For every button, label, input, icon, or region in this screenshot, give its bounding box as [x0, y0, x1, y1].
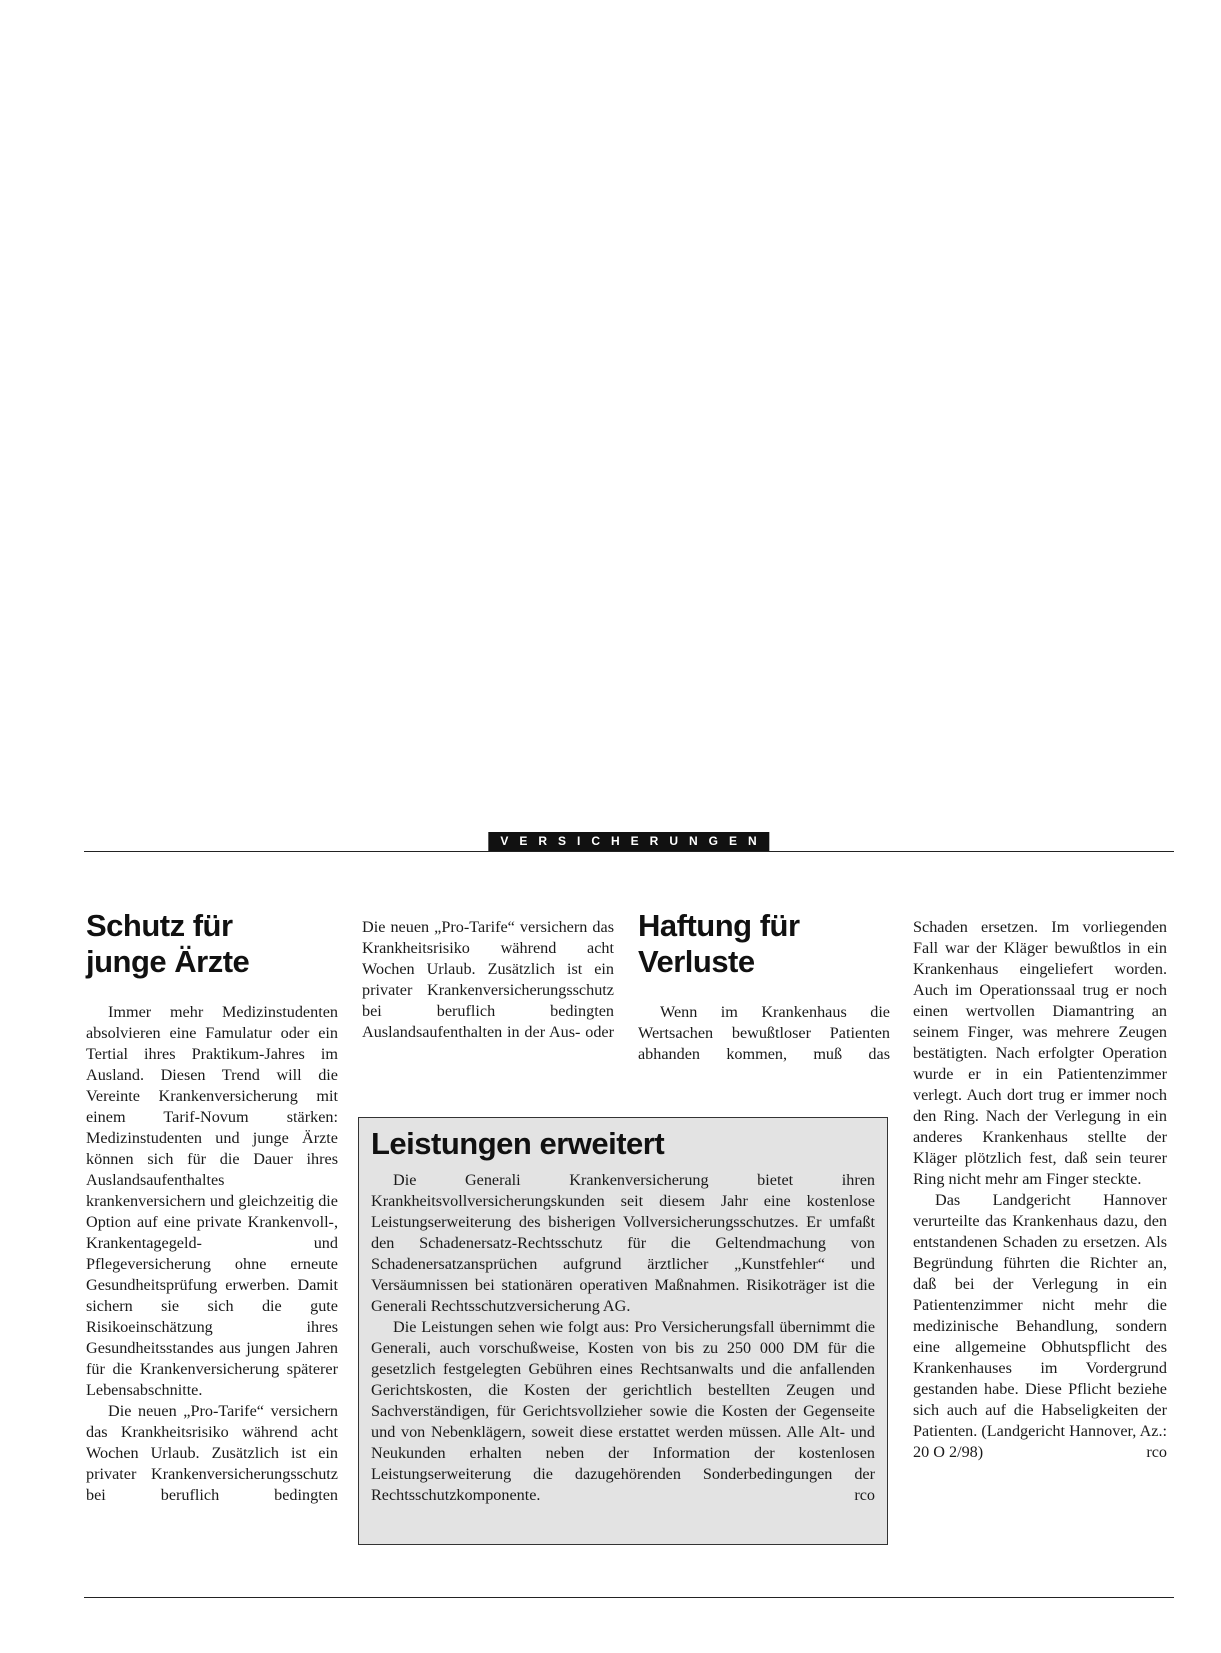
article-haftung-headline-line2: Verluste: [638, 944, 755, 979]
article-leistungen-box: [358, 1117, 888, 1545]
article-schutz-paragraph-2: Die neuen „Pro-Tarife“ versichern das Krankheitsrisiko während acht Wochen Urlaub. Zusätzlich ist ein privater Krankenversicherungsschutz bei beruflich bedingten: [86, 1402, 338, 1504]
section-header: [84, 832, 1174, 852]
article-haftung-paragraph-2: Das Landgericht Hannover verurteilte das Krankenhaus dazu, den entstandenen Schaden zu ersetzen. Als Begründung führten die Richter an, daß bei der Verlegung in ein Patientenzimmer nicht mehr die medizinische Behandlung, sondern eine allgemeine Obhutspflicht des Krankenhauses im Vordergrund gestanden habe. Diese Pflicht beziehe sich auch auf die Habseligkeiten der Patienten. (Landgericht Hannover, Az.: 20 O 2/98) rco: [913, 1191, 1167, 1461]
article-leistungen-headline: Leistungen erweitert: [371, 1126, 665, 1161]
article-schutz-column-1: [86, 908, 338, 1506]
article-haftung-paragraph-1-cont: Schaden ersetzen. Im vorliegenden Fall war der Kläger bewußtlos in ein Krankenhaus eingeliefert worden. Auch im Operationssaal trug er noch einen wertvollen Diamantring an seinem Finger, was mehrere Zeugen bestätigten. Nach erfolgter Operation wurde er in ein Patientenzimmer verlegt. Auch dort trug er immer noch den Ring. Nach der Verlegung in ein anderes Krankenhaus stellte der Kläger plötzlich fest, daß sein teurer Ring nicht mehr am Finger steckte.: [913, 918, 1167, 1188]
article-haftung-column-3: [638, 908, 890, 1065]
article-haftung-body-start: [638, 1002, 890, 1065]
bottom-rule: [84, 1597, 1174, 1598]
section-label: VERSICHERUNGEN: [488, 832, 769, 851]
article-schutz-paragraph-1: Immer mehr Medizinstudenten absolvieren eine Famulatur oder ein Tertial ihres Praktikum-Jahres im Ausland. Diesen Trend will die Vereinte Krankenversicherung mit einem Tarif-Novum stärken: Medizinstudenten und junge Ärzte können sich für die Dauer ihres Auslandsaufenthaltes krankenversichern und gleichzeitig die Option auf eine private Krankenvoll-, Krankentagegeld- und Pflegeversicherung ohne erneute Gesundheitsprüfung erwerben. Damit sichern sie sich die gute Risikoeinschätzung ihres Gesundheitsstandes aus jungen Jahren für die Krankenversicherung späterer Lebensabschnitte.: [86, 1003, 338, 1399]
article-schutz-headline-line1: Schutz für: [86, 908, 233, 943]
article-schutz-headline: [86, 908, 338, 980]
article-schutz-continuation: [362, 917, 614, 1043]
article-haftung-headline: [638, 908, 890, 980]
article-haftung-paragraph-1: Wenn im Krankenhaus die Wertsachen bewußtloser Patienten abhanden kommen, muß das: [638, 1003, 890, 1063]
article-haftung-column-4: [913, 917, 1167, 1547]
article-schutz-paragraph-2-cont: Die neuen „Pro-Tarife“ versichern das Krankheitsrisiko während acht Wochen Urlaub. Zusätzlich ist ein privater Krankenversicherungsschutz bei beruflich bedingten Auslandsaufenthalten in der Aus- oder: [362, 918, 614, 1041]
article-leistungen-paragraph-1: Die Generali Krankenversicherung bietet ihren Krankheitsvollversicherungskunden seit diesem Jahr eine kostenlose Leistungserweiterung des bisherigen Vollversicherungsschutzes. Er umfaßt den Schadenersatz-Rechtsschutz für die Geltendmachung von Schadenersatzansprüchen aufgrund ärztlicher „Kunstfehler“ und Versäumnissen bei stationären operativen Maßnahmen. Risikoträger ist die Generali Rechtsschutzversicherung AG.: [371, 1171, 875, 1315]
article-schutz-body: [86, 1002, 338, 1506]
article-leistungen-signature: rco: [854, 1486, 875, 1504]
section-rule: [84, 851, 1174, 852]
article-haftung-continuation: [913, 917, 1167, 1463]
article-leistungen-paragraph-2: Die Leistungen sehen wie folgt aus: Pro Versicherungsfall übernimmt die Generali, auch vorschußweise, Kosten von bis zu 250 000 DM für die gesetzlich festgelegten Gebühren eines Rechtsanwalts und die anfallenden Gerichtskosten, die Kosten der gerichtlich bestellten Zeugen und Sachverständigen, für Gerichtsvollzieher sowie die Kosten der Gegenseite und von Nebenklägern, soweit diese erstattet werden müssen. Alle Alt- und Neukunden erhalten neben der Information der kostenlosen Leistungserweiterung die dazugehörenden Sonderbedingungen der Rechtsschutzkomponente. rco: [371, 1318, 875, 1504]
article-schutz-column-2: [362, 917, 614, 1043]
article-schutz-headline-line2: junge Ärzte: [86, 944, 250, 979]
article-haftung-headline-line1: Haftung für: [638, 908, 800, 943]
article-haftung-signature: rco: [1146, 1443, 1167, 1461]
article-leistungen-body: [371, 1170, 875, 1506]
